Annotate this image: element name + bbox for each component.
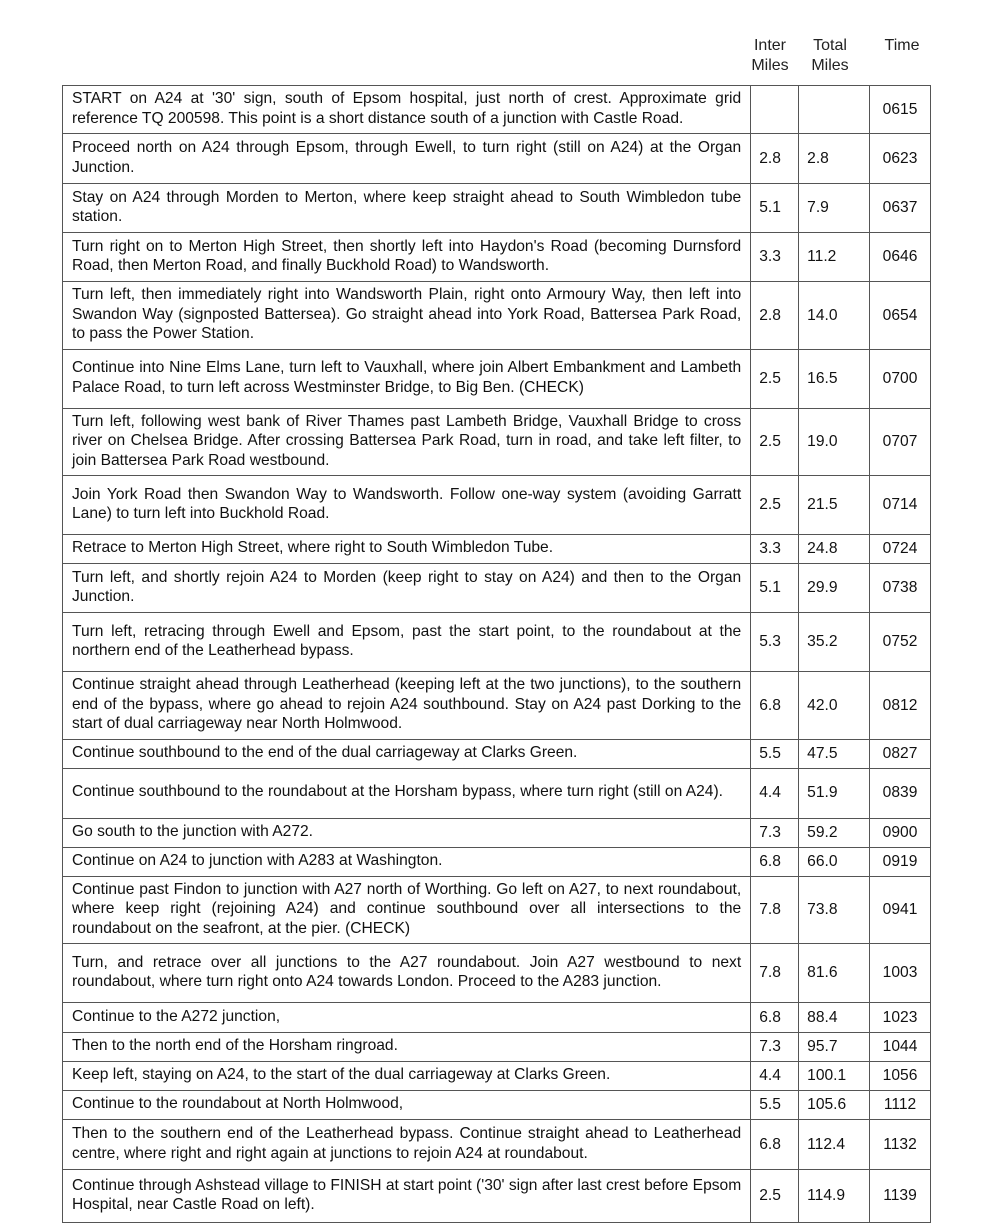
inter-miles-cell: 2.8 (751, 134, 799, 184)
total-miles-cell: 95.7 (799, 1033, 870, 1062)
time-cell: 0654 (870, 282, 931, 350)
time-cell: 0724 (870, 535, 931, 564)
route-instruction: Continue into Nine Elms Lane, turn left to Vauxhall, where join Albert Embankment and Lambeth Palace Road, to turn left across Westminster Bridge, to Big Ben. (CHECK) (63, 349, 751, 408)
route-instruction: Turn left, and shortly rejoin A24 to Morden (keep right to stay on A24) and then to the Organ Junction. (63, 564, 751, 613)
inter-miles-cell: 2.5 (751, 1170, 799, 1223)
route-instruction: Continue southbound to the end of the dual carriageway at Clarks Green. (63, 739, 751, 768)
table-row (63, 476, 931, 535)
inter-miles-cell: 3.3 (751, 535, 799, 564)
time-cell: 0623 (870, 134, 931, 184)
time-cell: 1044 (870, 1033, 931, 1062)
total-miles-cell: 42.0 (799, 672, 870, 740)
total-miles-cell: 19.0 (799, 408, 870, 476)
time-cell: 0637 (870, 184, 931, 233)
total-miles-cell: 24.8 (799, 535, 870, 564)
inter-miles-cell: 7.3 (751, 818, 799, 847)
route-instruction: Join York Road then Swandon Way to Wandsworth. Follow one-way system (avoiding Garratt Lane) to turn left into Buckhold Road. (63, 476, 751, 535)
time-cell: 0812 (870, 672, 931, 740)
total-miles-cell: 105.6 (799, 1091, 870, 1120)
time-cell: 1132 (870, 1120, 931, 1170)
inter-miles-cell: 5.1 (751, 564, 799, 613)
inter-miles-cell: 5.1 (751, 184, 799, 233)
inter-miles-cell (751, 86, 799, 134)
inter-miles-cell: 6.8 (751, 1003, 799, 1033)
route-instruction: Continue straight ahead through Leatherhead (keeping left at the two junctions), to the southern end of the bypass, where go ahead to rejoin A24 southbound. Stay on A24 past Dorking to the start of dual carriageway near North Holmwood. (63, 672, 751, 740)
table-row (63, 613, 931, 672)
table-row (63, 535, 931, 564)
total-miles-cell: 59.2 (799, 818, 870, 847)
route-instruction: Continue on A24 to junction with A283 at Washington. (63, 847, 751, 876)
total-miles-cell: 73.8 (799, 876, 870, 944)
total-miles-cell (799, 86, 870, 134)
total-miles-cell: 29.9 (799, 564, 870, 613)
inter-miles-cell: 2.8 (751, 282, 799, 350)
route-instruction: Turn left, then immediately right into Wandsworth Plain, right onto Armoury Way, then left into Swandon Way (signposted Battersea). Go straight ahead into York Road, Battersea Park Road, to pass the Power Station. (63, 282, 751, 350)
table-row (63, 1033, 931, 1062)
route-instruction: Turn left, following west bank of River Thames past Lambeth Bridge, Vauxhall Bridge to cross river on Chelsea Bridge. After crossing Battersea Park Road, turn in road, and take left filter, to join Battersea Park Road westbound. (63, 408, 751, 476)
route-instruction: Then to the southern end of the Leatherhead bypass. Continue straight ahead to Leatherhead centre, where right and right again at junctions to rejoin A24 at roundabout. (63, 1120, 751, 1170)
time-cell: 0646 (870, 233, 931, 282)
inter-miles-cell: 4.4 (751, 1062, 799, 1091)
inter-miles-cell: 5.5 (751, 739, 799, 768)
route-instruction: Turn left, retracing through Ewell and Epsom, past the start point, to the roundabout at the northern end of the Leatherhead bypass. (63, 613, 751, 672)
time-cell: 0919 (870, 847, 931, 876)
table-row (63, 408, 931, 476)
total-miles-cell: 114.9 (799, 1170, 870, 1223)
table-row (63, 818, 931, 847)
time-cell: 0900 (870, 818, 931, 847)
table-row (63, 876, 931, 944)
route-instruction: Keep left, staying on A24, to the start of the dual carriageway at Clarks Green. (63, 1062, 751, 1091)
table-row (63, 134, 931, 184)
total-miles-cell: 2.8 (799, 134, 870, 184)
table-row (63, 672, 931, 740)
route-instruction: Turn, and retrace over all junctions to the A27 roundabout. Join A27 westbound to next roundabout, where turn right onto A24 towards London. Proceed to the A283 junction. (63, 944, 751, 1003)
table-row (63, 184, 931, 233)
route-instruction: Then to the north end of the Horsham ringroad. (63, 1033, 751, 1062)
time-cell: 0707 (870, 408, 931, 476)
header-inter-line2: Miles (751, 57, 789, 74)
total-miles-cell: 81.6 (799, 944, 870, 1003)
route-instruction: Continue to the roundabout at North Holmwood, (63, 1091, 751, 1120)
table-row (63, 564, 931, 613)
time-cell: 1023 (870, 1003, 931, 1033)
table-row (63, 1170, 931, 1223)
inter-miles-cell: 6.8 (751, 847, 799, 876)
total-miles-cell: 21.5 (799, 476, 870, 535)
inter-miles-cell: 2.5 (751, 408, 799, 476)
total-miles-cell: 88.4 (799, 1003, 870, 1033)
table-row (63, 282, 931, 350)
total-miles-cell: 112.4 (799, 1120, 870, 1170)
total-miles-cell: 7.9 (799, 184, 870, 233)
table-row (63, 768, 931, 818)
table-row (63, 847, 931, 876)
total-miles-cell: 35.2 (799, 613, 870, 672)
table-row (63, 349, 931, 408)
inter-miles-cell: 2.5 (751, 476, 799, 535)
time-cell: 1003 (870, 944, 931, 1003)
inter-miles-cell: 5.5 (751, 1091, 799, 1120)
time-cell: 1112 (870, 1091, 931, 1120)
time-cell: 0752 (870, 613, 931, 672)
inter-miles-cell: 7.8 (751, 944, 799, 1003)
inter-miles-cell: 7.8 (751, 876, 799, 944)
time-cell: 1056 (870, 1062, 931, 1091)
total-miles-cell: 16.5 (799, 349, 870, 408)
time-cell: 0827 (870, 739, 931, 768)
total-miles-cell: 100.1 (799, 1062, 870, 1091)
time-cell: 0700 (870, 349, 931, 408)
route-instruction: Continue through Ashstead village to FINISH at start point ('30' sign after last crest before Epsom Hospital, near Castle Road on left). (63, 1170, 751, 1223)
total-miles-cell: 14.0 (799, 282, 870, 350)
header-total-line1: Total (813, 37, 847, 54)
route-instruction: Continue southbound to the roundabout at the Horsham bypass, where turn right (still on A24). (63, 768, 751, 818)
route-instruction: Turn right on to Merton High Street, then shortly left into Haydon's Road (becoming Durnsford Road, then Merton Road, and finally Buckhold Road) to Wandsworth. (63, 233, 751, 282)
inter-miles-cell: 5.3 (751, 613, 799, 672)
header-inter-line1: Inter (753, 37, 786, 54)
inter-miles-cell: 2.5 (751, 349, 799, 408)
header-inter-miles (748, 36, 792, 76)
total-miles-cell: 11.2 (799, 233, 870, 282)
time-cell: 1139 (870, 1170, 931, 1223)
inter-miles-cell: 4.4 (751, 768, 799, 818)
route-table (62, 85, 931, 1223)
route-instruction: Stay on A24 through Morden to Merton, where keep straight ahead to South Wimbledon tube station. (63, 184, 751, 233)
table-row (63, 944, 931, 1003)
route-instruction: Continue past Findon to junction with A27 north of Worthing. Go left on A27, to next roundabout, where keep right (rejoining A24) and continue southbound over all intersections to the roundabout on the seafront, at the pier. (CHECK) (63, 876, 751, 944)
time-cell: 0941 (870, 876, 931, 944)
table-row (63, 233, 931, 282)
route-instruction: Go south to the junction with A272. (63, 818, 751, 847)
table-row (63, 1062, 931, 1091)
route-instruction: START on A24 at '30' sign, south of Epsom hospital, just north of crest. Approximate grid reference TQ 200598. This point is a short distance south of a junction with Castle Road. (63, 86, 751, 134)
inter-miles-cell: 6.8 (751, 1120, 799, 1170)
time-cell: 0738 (870, 564, 931, 613)
table-row (63, 86, 931, 134)
table-row (63, 1091, 931, 1120)
inter-miles-cell: 7.3 (751, 1033, 799, 1062)
time-cell: 0714 (870, 476, 931, 535)
table-row (63, 1120, 931, 1170)
time-cell: 0615 (870, 86, 931, 134)
inter-miles-cell: 3.3 (751, 233, 799, 282)
route-table-body (63, 86, 931, 1223)
route-instruction: Continue to the A272 junction, (63, 1003, 751, 1033)
total-miles-cell: 51.9 (799, 768, 870, 818)
route-instruction: Proceed north on A24 through Epsom, through Ewell, to turn right (still on A24) at the Organ Junction. (63, 134, 751, 184)
route-instruction: Retrace to Merton High Street, where right to South Wimbledon Tube. (63, 535, 751, 564)
inter-miles-cell: 6.8 (751, 672, 799, 740)
total-miles-cell: 66.0 (799, 847, 870, 876)
header-time: Time (884, 37, 920, 54)
table-row (63, 739, 931, 768)
header-total-line2: Miles (811, 57, 849, 74)
table-row (63, 1003, 931, 1033)
total-miles-cell: 47.5 (799, 739, 870, 768)
time-cell: 0839 (870, 768, 931, 818)
header-total-miles (806, 36, 854, 76)
